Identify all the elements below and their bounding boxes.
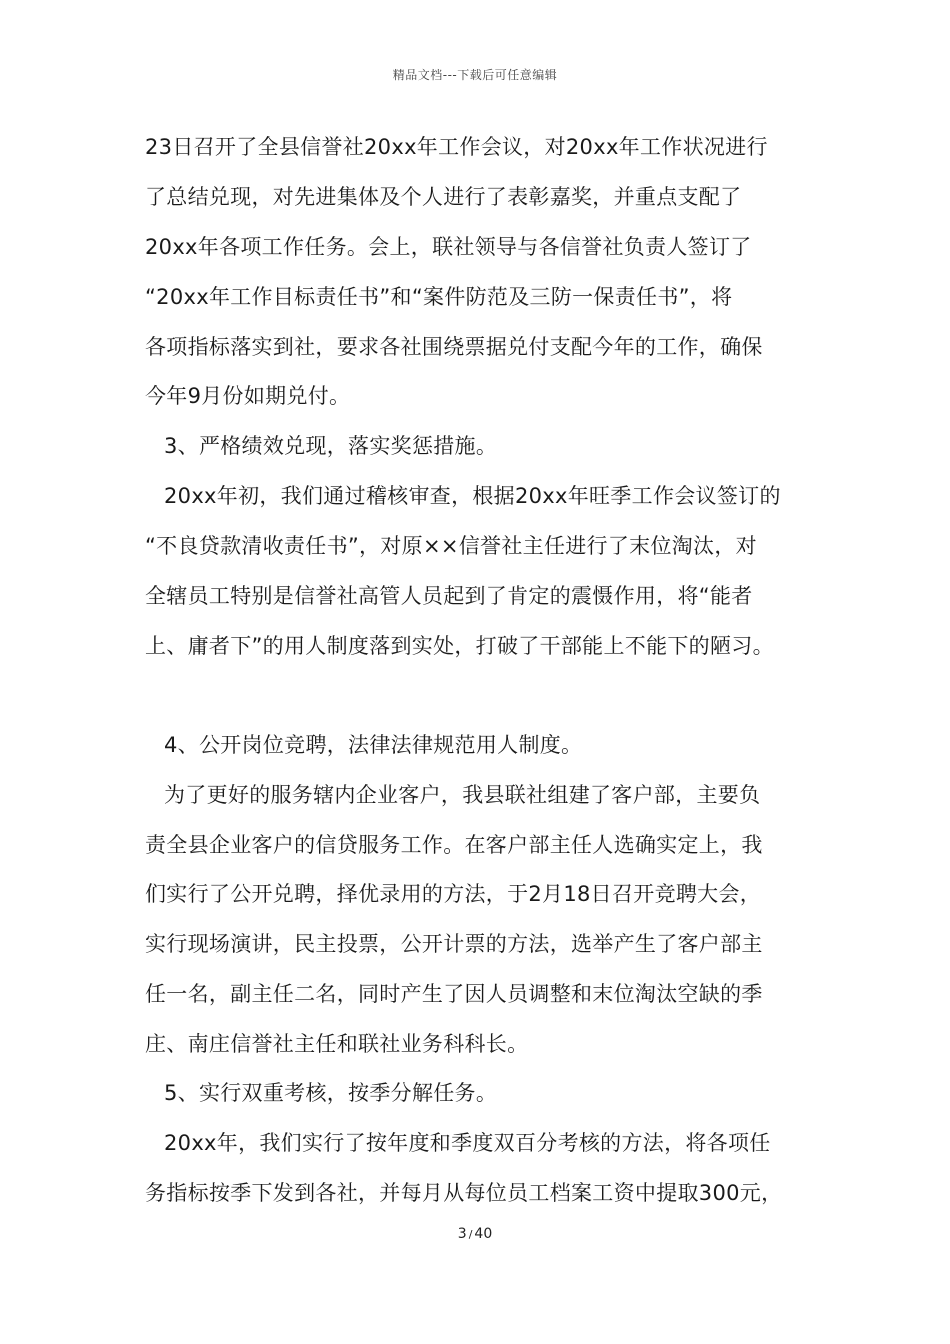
body-line: 20xx年各项工作任务。会上，联社领导与各信誉社负责人签订了 <box>145 235 752 259</box>
body-line: 20xx年，我们实行了按年度和季度双百分考核的方法，将各项任 <box>164 1131 771 1155</box>
body-line: 实行现场演讲，民主投票，公开计票的方法，选举产生了客户部主 <box>145 932 763 956</box>
body-line: 全辖员工特别是信誉社高管人员起到了肯定的震慑作用，将“能者 <box>145 584 753 608</box>
body-line: 23日召开了全县信誉社20xx年工作会议，对20xx年工作状况进行 <box>145 135 768 159</box>
page-separator: / <box>468 1228 473 1241</box>
body-line: 为了更好的服务辖内企业客户，我县联社组建了客户部，主要负 <box>164 783 761 807</box>
body-line: 上、庸者下”的用人制度落到实处，打破了干部能上不能下的陋习。 <box>145 634 774 658</box>
body-line: 责全县企业客户的信贷服务工作。在客户部主任人选确实定上，我 <box>145 833 763 857</box>
body-line: 任一名，副主任二名，同时产生了因人员调整和末位淘汰空缺的季 <box>145 982 763 1006</box>
body-line: “20xx年工作目标责任书”和“案件防范及三防一保责任书”，将 <box>145 285 733 309</box>
section-heading: 4、公开岗位竞聘，法律法律规范用人制度。 <box>164 733 583 757</box>
section-heading: 3、严格绩效兑现，落实奖惩措施。 <box>164 434 498 458</box>
total-pages: 40 <box>474 1226 493 1242</box>
section-heading: 5、实行双重考核，按季分解任务。 <box>164 1081 498 1105</box>
body-line: 庄、南庄信誉社主任和联社业务科科长。 <box>145 1032 529 1056</box>
body-line: 了总结兑现，对先进集体及个人进行了表彰嘉奖，并重点支配了 <box>145 185 742 209</box>
body-line: 务指标按季下发到各社，并每月从每位员工档案工资中提取300元， <box>145 1181 783 1205</box>
current-page: 3 <box>457 1226 467 1242</box>
body-line: “不良贷款清收责任书”，对原××信誉社主任进行了末位淘汰，对 <box>145 534 757 558</box>
body-line: 各项指标落实到社，要求各社围绕票据兑付支配今年的工作，确保 <box>145 335 763 359</box>
body-line: 们实行了公开兑聘，择优录用的方法，于2月18日召开竞聘大会， <box>145 882 762 906</box>
body-line: 今年9月份如期兑付。 <box>145 384 351 408</box>
page-number <box>0 1226 950 1242</box>
body-line: 20xx年初，我们通过稽核审查，根据20xx年旺季工作会议签订的 <box>164 484 781 508</box>
page-header: 精品文档---下载后可任意编辑 <box>392 68 558 82</box>
